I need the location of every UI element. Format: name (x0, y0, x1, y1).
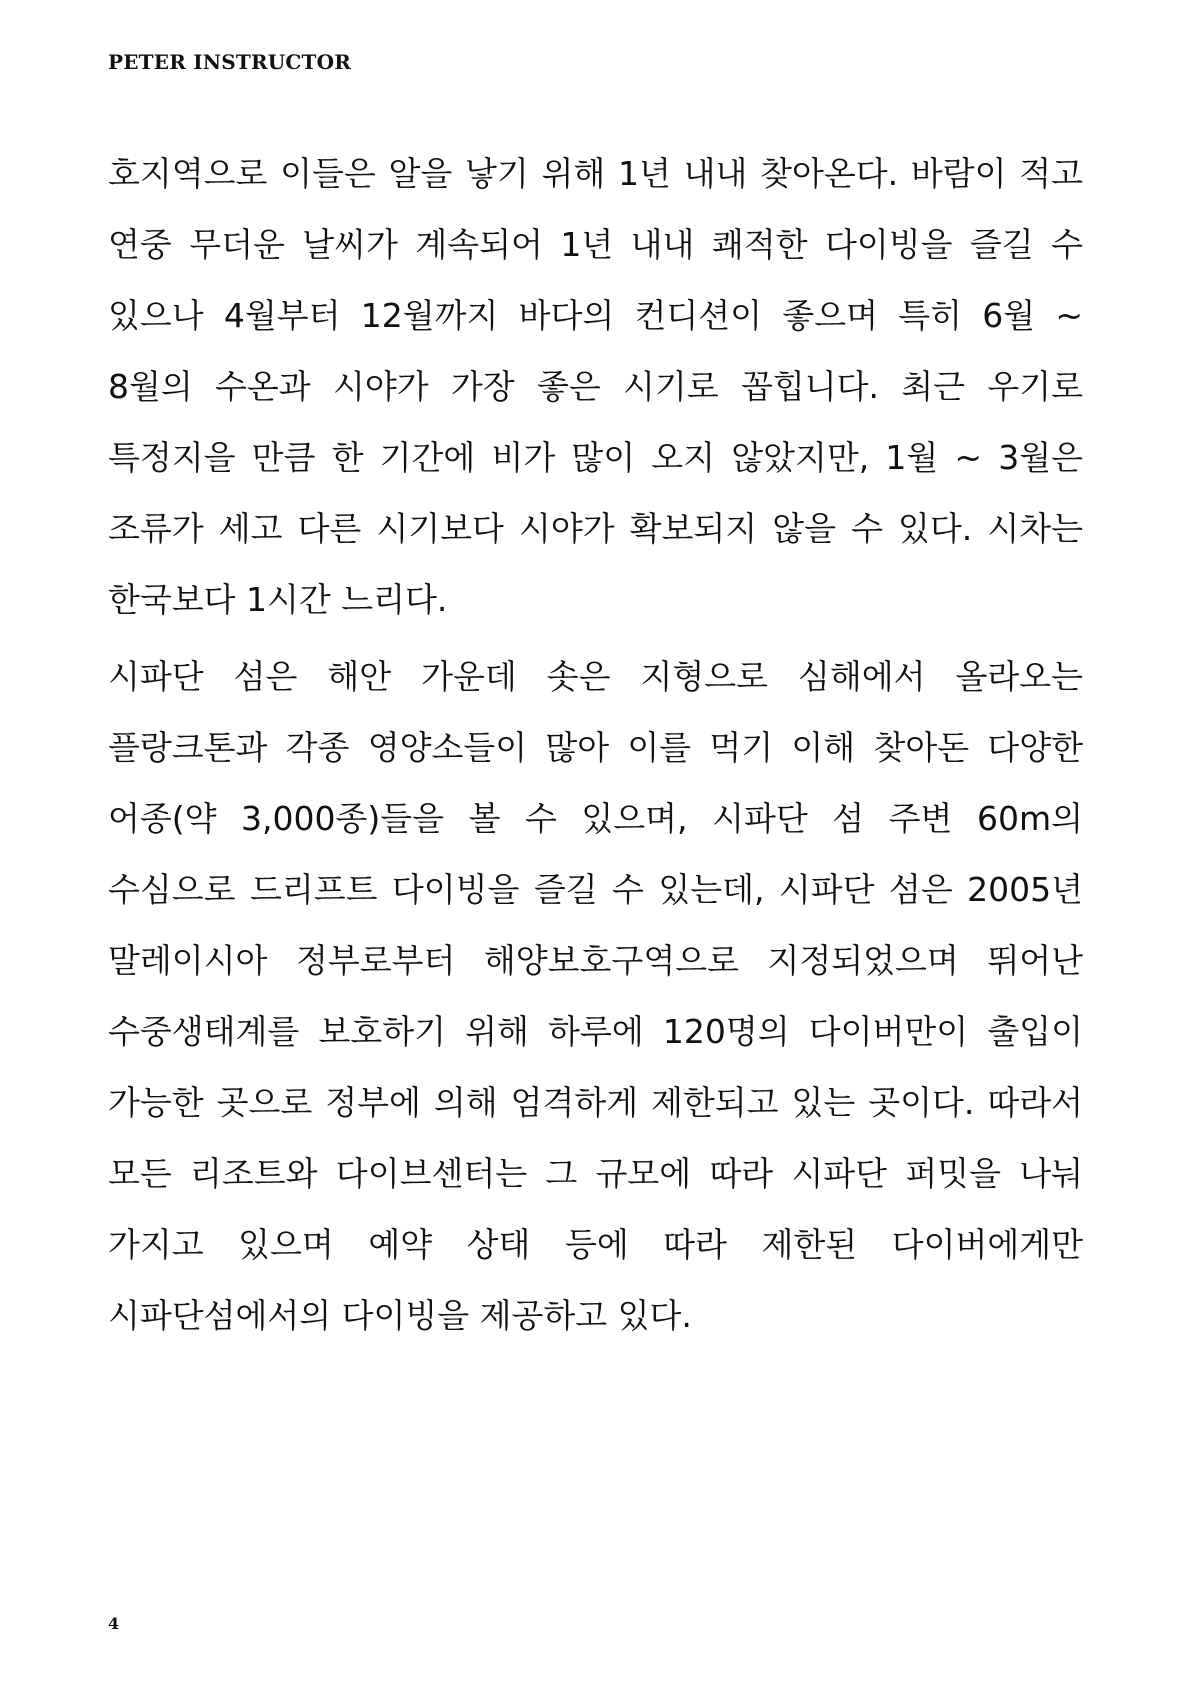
paragraph-2: 시파단 섬은 해안 가운데 솟은 지형으로 심해에서 올라오는 플랑크톤과 각종 영양소들이 많아 이를 먹기 이해 찾아돈 다양한 어종(약 3,000종)들을 볼 수 있으며, 시파단 섬 주변 60m의 수심으로 드리프트 다이빙을 즐길 수 있는데, 시파단 섬은 2005년 말레이시아 정부로부터 해양보호구역으로 지정되었으며 뛰어난 수중생태계를 보호하기 위해 하루에 120명의 다이버만이 출입이 가능한 곳으로 정부에 의해 엄격하게 제한되고 있는 곳이다. 따라서 모든 리조트와 다이브센터는 그 규모에 따라 시파단 퍼밋을 나눠 가지고 있으며 예약 상태 등에 따라 제한된 다이버에게만 시파단섬에서의 다이빙을 제공하고 있다. (108, 657, 1083, 1335)
body-text (108, 138, 1083, 1351)
page-number: 4 (108, 1614, 120, 1633)
paragraph-1: 호지역으로 이들은 알을 낳기 위해 1년 내내 찾아온다. 바람이 적고 연중 무더운 날씨가 계속되어 1년 내내 쾌적한 다이빙을 즐길 수 있으나 4월부터 12월까지 바다의 컨디션이 좋으며 특히 6월 ~ 8월의 수온과 시야가 가장 좋은 시기로 꼽힙니다. 최근 우기로 특정지을 만큼 한 기간에 비가 많이 오지 않았지만, 1월 ~ 3월은 조류가 세고 다른 시기보다 시야가 확보되지 않을 수 있다. 시차는 한국보다 1시간 느리다. (108, 154, 1083, 619)
running-header: PETER INSTRUCTOR (108, 50, 352, 74)
